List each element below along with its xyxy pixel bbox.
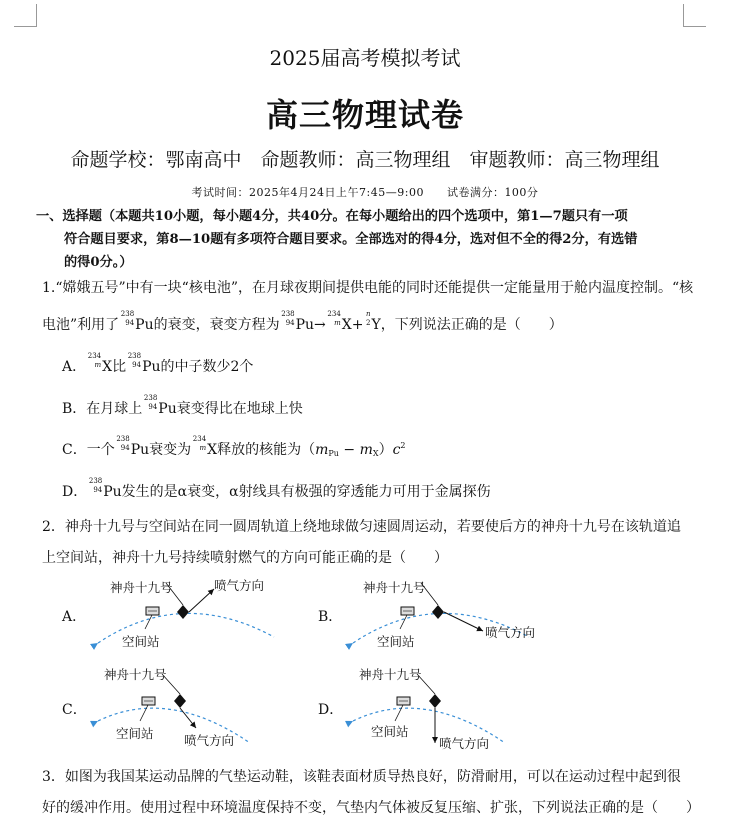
nuclide-charge: m [334, 319, 341, 327]
nuclide-charge: 94 [285, 319, 295, 327]
nuclide-mass: 234 [327, 310, 341, 318]
nuclide-charge: 94 [125, 319, 135, 327]
option-label: C． [62, 442, 87, 458]
q1-text: Pu的衰变，衰变方程为 [135, 317, 280, 333]
nuclide-charge: 94 [120, 444, 130, 452]
station-label: 空间站 [377, 634, 415, 649]
q2-option-c-label[interactable]: C． [62, 702, 87, 718]
q3-line-1: 3．如图为我国某运动品牌的气垫运动鞋，该鞋表面材质导热良好，防滑耐用，可以在运动过程中起到很 [42, 769, 681, 785]
x-nuclide [326, 310, 342, 329]
option-label: A． [62, 359, 87, 375]
q1-text: Y，下列说法正确的是（ ） [371, 317, 563, 333]
option-label: D． [62, 484, 88, 500]
x-nuclide [86, 352, 102, 371]
nuclide-charge: 94 [132, 361, 142, 369]
q3-line-2: 好的缓冲作用。使用过程中环境温度保持不变，气垫内气体被反复压缩、扩张，下列说法正确的是（ ） [42, 800, 700, 816]
pu-nuclide [280, 310, 296, 329]
q1-line-1: 1.“嫦娥五号”中有一块“核电池”，在月球夜期间提供电能的同时还能提供一定能量用于舱内温度控制。“核 [42, 280, 694, 296]
nuclide-mass: n [365, 310, 371, 318]
mass-symbol: m [315, 442, 329, 458]
nuclide-mass: 238 [88, 477, 103, 485]
ship-label: 神舟十九号 [363, 580, 426, 595]
option-text: Pu衰变得比在地球上快 [158, 401, 303, 417]
subscript-x: X [372, 449, 379, 458]
option-text: Pu衰变为 [130, 442, 192, 458]
station-label: 空间站 [371, 724, 409, 739]
q2-diagram-d [345, 665, 545, 755]
ship-label: 神舟十九号 [359, 667, 422, 682]
ship-label: 神舟十九号 [104, 667, 167, 682]
option-text: X释放的核能为（ [207, 442, 316, 458]
option-text: 一个 [86, 442, 115, 458]
q2-line-1: 2．神舟十九号与空间站在同一圆周轨道上绕地球做匀速圆周运动，若要使后方的神舟十九号在该轨道追 [42, 519, 681, 535]
pu-nuclide [119, 310, 135, 329]
station-label: 空间站 [122, 634, 160, 649]
q2-option-d-label[interactable]: D． [318, 702, 344, 718]
section-line-3: 的得0分。） [64, 255, 133, 270]
paper-title: 高三物理试卷 [265, 96, 464, 134]
crop-mark-top-right [683, 4, 706, 27]
nuclide-charge: m [94, 361, 102, 369]
subscript-pu: Pu [328, 449, 339, 458]
nuclide-charge: 94 [148, 403, 158, 411]
nuclide-mass: 238 [143, 394, 158, 402]
q1-option-b[interactable] [62, 394, 303, 418]
option-text: X比 [102, 359, 127, 375]
pu-nuclide [126, 352, 142, 371]
pu-nuclide [115, 435, 131, 454]
pu-nuclide [142, 394, 158, 413]
nuclide-mass: 238 [127, 352, 142, 360]
nuclide-mass: 234 [192, 435, 207, 443]
q1-text: 电池”利用了 [42, 317, 120, 333]
jet-direction-label: 喷气方向 [184, 733, 235, 748]
option-text: Pu的中子数少2个 [142, 359, 254, 375]
section-line-2: 符合题目要求，第8—10题有多项符合题目要求。全部选对的得4分，选对但不全的得2分，有选错 [64, 232, 638, 247]
author-info: 命题学校：鄂南高中 命题教师：高三物理组 审题教师：高三物理组 [70, 149, 660, 171]
ship-label: 神舟十九号 [110, 580, 173, 595]
q1-option-a[interactable] [62, 352, 254, 376]
q2-line-2: 上空间站，神舟十九号持续喷射燃气的方向可能正确的是（ ） [42, 550, 448, 566]
minus-sign: − [338, 442, 360, 458]
q1-text: X+ [341, 317, 364, 333]
q2-diagram-a [90, 575, 290, 655]
q2-diagram-c [90, 665, 290, 750]
x-nuclide [191, 435, 207, 454]
nuclide-charge: 2 [366, 319, 371, 327]
nuclide-mass: 238 [281, 310, 295, 318]
option-text: 在月球上 [86, 401, 143, 417]
q1-option-c[interactable] [62, 435, 406, 459]
crop-mark-top-left [14, 4, 37, 27]
q1-text: Pu→ [295, 317, 326, 333]
q2-option-a-label[interactable]: A． [62, 609, 87, 625]
nuclide-mass: 238 [116, 435, 130, 443]
nuclide-charge: 94 [93, 486, 103, 494]
q1-line-2 [42, 310, 563, 334]
option-text: Pu发生的是α衰变，α射线具有极强的穿透能力可用于金属探伤 [103, 484, 491, 500]
nuclide-mass: 234 [87, 352, 102, 360]
section-line-1: 一、选择题（本题共10小题，每小题4分，共40分。在每小题给出的四个选项中，第1—7题只有一项 [36, 209, 628, 224]
pu-nuclide [87, 477, 103, 496]
y-nuclide [363, 310, 371, 329]
jet-direction-label: 喷气方向 [485, 625, 536, 640]
mass-symbol: m [359, 442, 373, 458]
exponent: 2 [400, 441, 406, 450]
q2-diagram-b [345, 575, 555, 655]
option-label: B． [62, 401, 87, 417]
jet-direction-label: 喷气方向 [439, 736, 490, 751]
nuclide-charge: m [199, 444, 207, 452]
nuclide-mass: 238 [120, 310, 135, 318]
section-instructions [36, 205, 696, 274]
option-text: ） [378, 442, 393, 458]
exam-time-info: 考试时间：2025年4月24日上午7:45—9:00 试卷满分：100分 [191, 186, 539, 199]
light-speed-symbol: c [392, 442, 401, 458]
q1-option-d[interactable] [62, 477, 491, 501]
station-label: 空间站 [116, 726, 154, 741]
exam-title: 2025届高考模拟考试 [269, 46, 461, 70]
jet-direction-label: 喷气方向 [214, 578, 265, 593]
q2-option-b-label[interactable]: B． [318, 609, 343, 625]
